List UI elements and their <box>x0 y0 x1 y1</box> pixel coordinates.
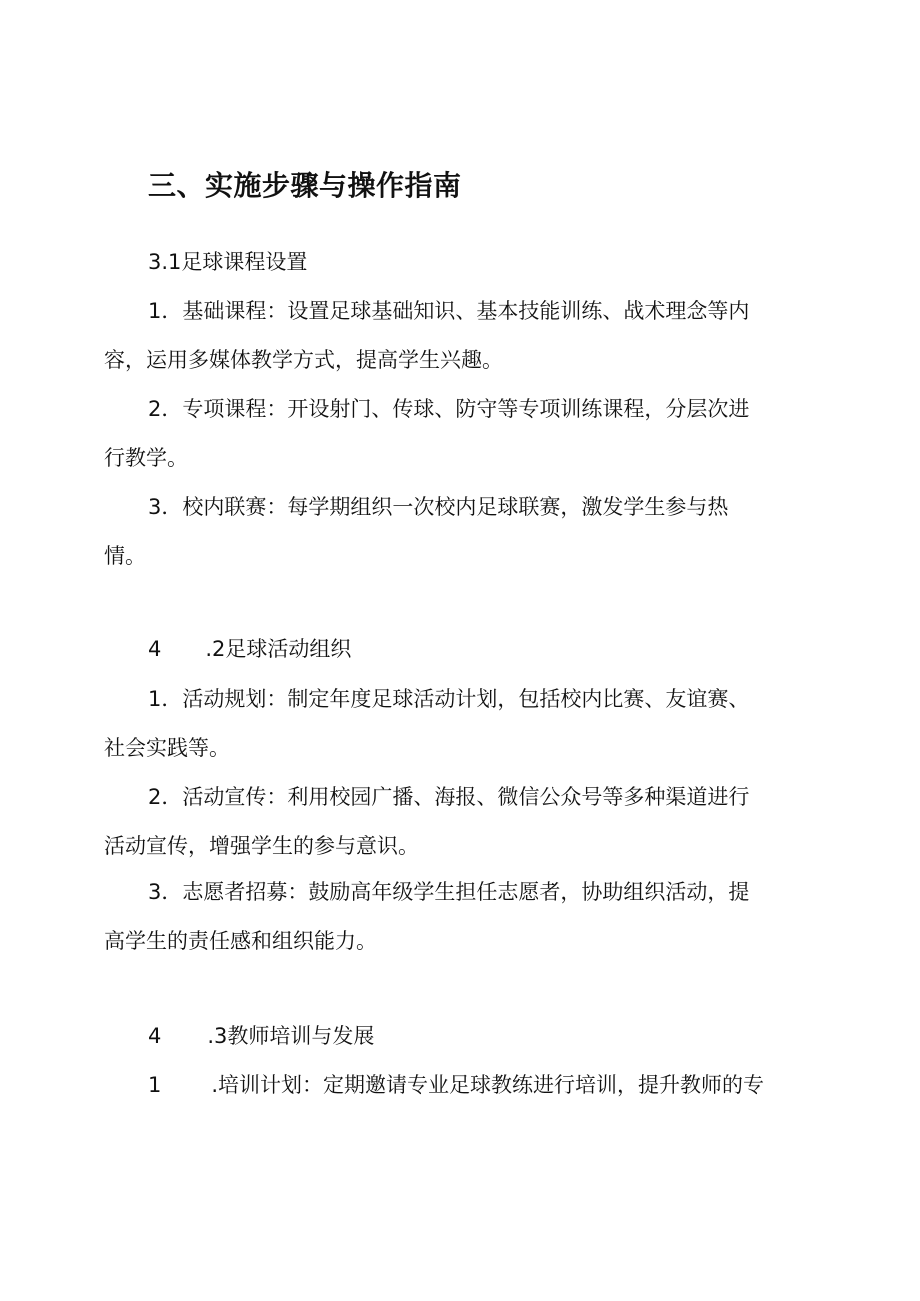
heading-suffix: .2 <box>205 637 226 661</box>
heading-number: 4 <box>148 637 162 661</box>
paragraph-line: 3．校内联赛：每学期组织一次校内足球联赛，激发学生参与热 <box>148 495 729 519</box>
list-item <box>104 675 820 773</box>
section-title: 三、实施步骤与操作指南 <box>148 169 462 202</box>
subsection-heading-3-1 <box>148 247 307 277</box>
heading-text: 足球活动组织 <box>225 637 352 661</box>
paragraph-line: 1．活动规划：制定年度足球活动计划，包括校内比赛、友谊赛、 <box>148 687 750 711</box>
subsection-heading-4-3 <box>148 1021 374 1051</box>
heading-text: 教师培训与发展 <box>227 1024 375 1048</box>
list-item <box>104 287 820 385</box>
paragraph-line: 2．活动宣传：利用校园广播、海报、微信公众号等多种渠道进行 <box>148 785 750 809</box>
paragraph-line: 2．专项课程：开设射门、传球、防守等专项训练课程，分层次进 <box>148 397 750 421</box>
paragraph-line: 社会实践等。 <box>104 736 230 760</box>
heading-number: 3.1 <box>148 250 182 274</box>
paragraph-line: 活动宣传，增强学生的参与意识。 <box>104 834 419 858</box>
subsection-heading-4-2 <box>148 634 351 664</box>
list-item <box>104 868 820 966</box>
list-item <box>104 483 820 581</box>
heading-number: 4 <box>148 1024 162 1048</box>
heading-suffix: .3 <box>207 1024 228 1048</box>
list-item <box>104 1061 820 1110</box>
paragraph-line: 3．志愿者招募：鼓励高年级学生担任志愿者，协助组织活动，提 <box>148 880 750 904</box>
paragraph-line: 容，运用多媒体教学方式，提高学生兴趣。 <box>104 348 503 372</box>
paragraph-line: 高学生的责任感和组织能力。 <box>104 929 377 953</box>
paragraph-line: 行教学。 <box>104 446 188 470</box>
paragraph-line: 情。 <box>104 544 146 568</box>
list-item <box>104 385 820 483</box>
item-text: .培训计划：定期邀请专业足球教练进行培训，提升教师的专 <box>211 1073 765 1097</box>
paragraph-line <box>104 1061 820 1110</box>
list-item <box>104 773 820 871</box>
heading-text: 足球课程设置 <box>181 250 308 274</box>
paragraph-line: 1．基础课程：设置足球基础知识、基本技能训练、战术理念等内 <box>148 299 750 323</box>
item-number: 1 <box>148 1073 162 1097</box>
